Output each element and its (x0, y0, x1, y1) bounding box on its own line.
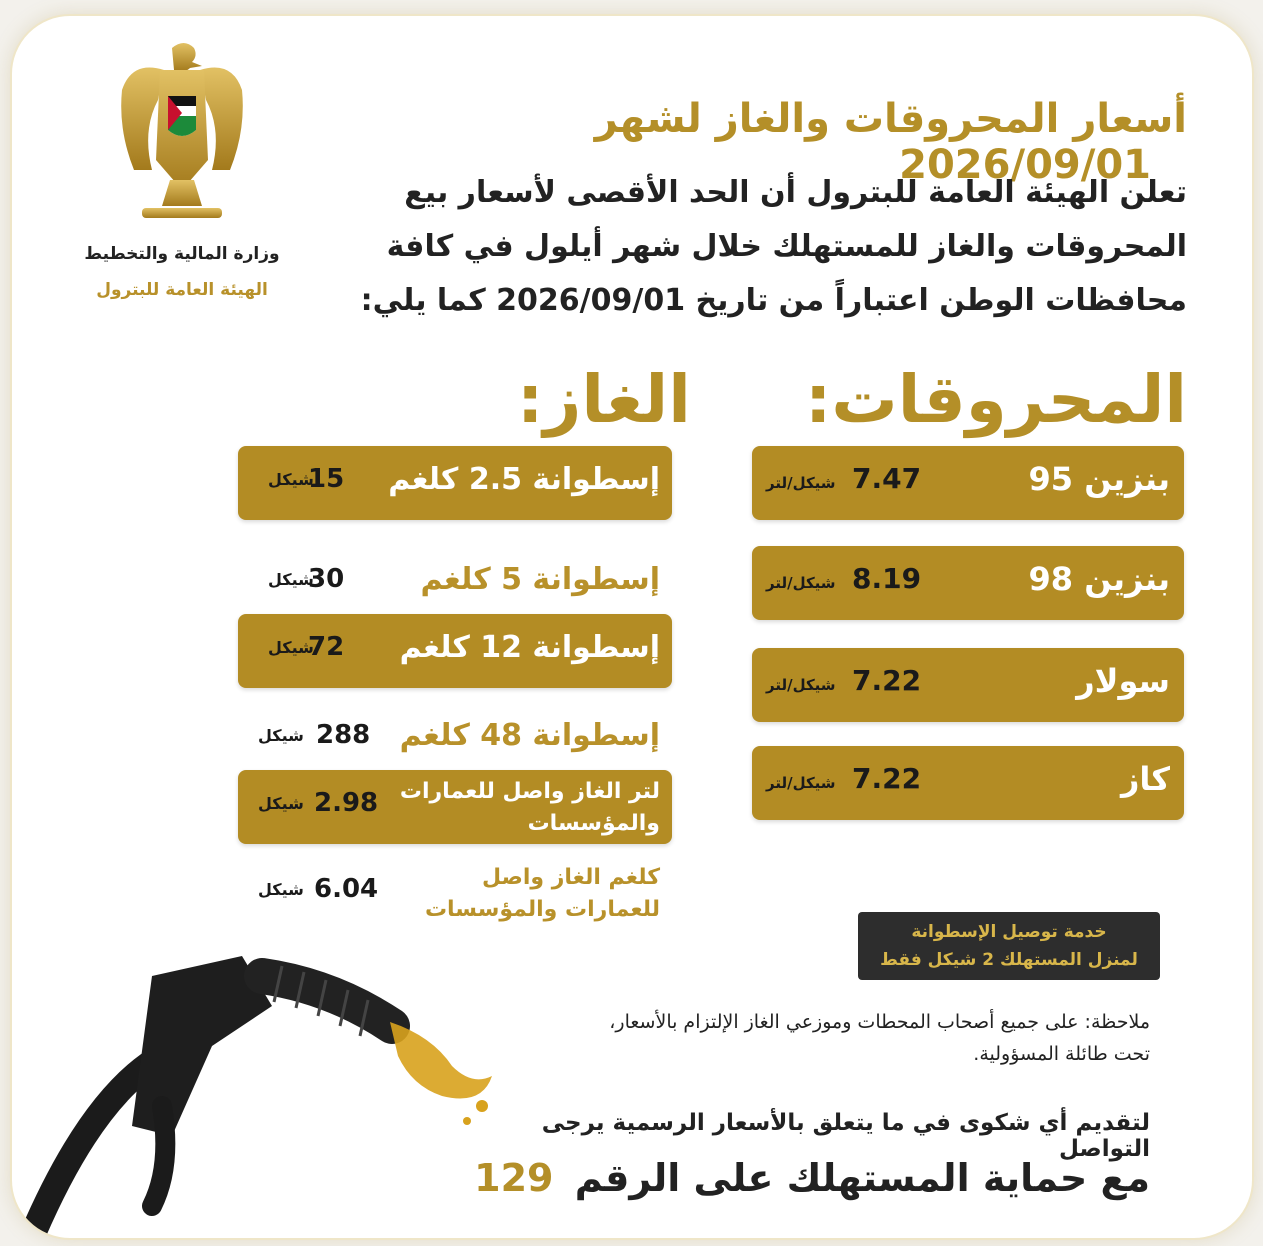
palestine-eagle-emblem-icon (112, 30, 252, 230)
gas-row (238, 702, 672, 776)
gas-name: إسطوانة 5 كلغم (420, 562, 660, 597)
fuel-name: كاز (1120, 760, 1170, 798)
delivery-line-2: لمنزل المستهلك 2 شيكل فقط (880, 950, 1138, 970)
gas-price: 30 (308, 564, 345, 594)
gas-price: 15 (308, 464, 345, 494)
price-announcement-card (10, 14, 1254, 1240)
gas-row (238, 770, 672, 844)
fuel-unit: شيكل/لتر (766, 574, 836, 592)
note-line-1: ملاحظة: على جميع أصحاب المحطات وموزعي الغاز الإلتزام بالأسعار، (609, 1011, 1150, 1033)
fuel-price: 8.19 (852, 562, 922, 595)
fuel-heading: المحروقات: (804, 361, 1187, 438)
consumer-protection-text: مع حماية المستهلك على الرقم (574, 1156, 1150, 1200)
fuel-name: بنزين 95 (1028, 460, 1170, 498)
fuel-price: 7.22 (852, 664, 922, 697)
fuel-unit: شيكل/لتر (766, 474, 836, 492)
fuel-name: سولار (1076, 662, 1170, 700)
note-line-2: تحت طائلة المسؤولية. (973, 1043, 1150, 1065)
gas-price: 6.04 (314, 874, 379, 904)
fuel-row (752, 648, 1184, 722)
gas-price: 288 (316, 720, 371, 750)
authority-name: الهيئة العامة للبترول (96, 280, 268, 300)
gas-name: لتر الغاز واصل للعمارات والمؤسسات (399, 779, 660, 836)
fuel-row (752, 546, 1184, 620)
gas-row (238, 614, 672, 688)
fuel-row (752, 746, 1184, 820)
fuel-price: 7.22 (852, 762, 922, 795)
gas-name: كلغم الغاز واصل للعمارات والمؤسسات (424, 865, 660, 922)
gas-name: إسطوانة 12 كلغم (399, 630, 660, 665)
delivery-notice (858, 912, 1160, 980)
gas-unit: شيكل (268, 470, 314, 489)
gas-unit: شيكل (268, 638, 314, 657)
note-text (450, 1006, 1150, 1070)
gas-unit: شيكل (268, 570, 314, 589)
title-text: أسعار المحروقات والغاز لشهر (594, 96, 1187, 142)
gas-unit: شيكل (258, 880, 304, 899)
gas-unit: شيكل (258, 794, 304, 813)
delivery-line-1: خدمة توصيل الإسطوانة (911, 922, 1107, 942)
gas-row (238, 856, 672, 930)
fuel-row (752, 446, 1184, 520)
fuel-unit: شيكل/لتر (766, 774, 836, 792)
complaint-text: لتقديم أي شكوى في ما يتعلق بالأسعار الرسمية يرجى التواصل (541, 1110, 1150, 1162)
fuel-nozzle-icon (12, 936, 532, 1240)
ministry-name: وزارة المالية والتخطيط (84, 244, 280, 264)
fuel-unit: شيكل/لتر (766, 676, 836, 694)
fuel-price: 7.47 (852, 462, 922, 495)
hotline-number: 129 (474, 1156, 554, 1200)
gas-name: إسطوانة 2.5 كلغم (388, 462, 660, 497)
fuel-name: بنزين 98 (1028, 560, 1170, 598)
intro-paragraph: تعلن الهيئة العامة للبترول أن الحد الأقصى لأسعار بيع المحروقات والغاز للمستهلك خلال شهر أيلول في كافة محافظات الوطن اعتباراً من تاريخ 2026/09/01 كما يلي: (360, 175, 1187, 318)
gas-heading: الغاز: (517, 361, 691, 438)
gas-row (238, 446, 672, 520)
gas-price: 2.98 (314, 788, 379, 818)
gas-unit: شيكل (258, 726, 304, 745)
gas-name: إسطوانة 48 كلغم (399, 718, 660, 753)
gas-price: 72 (308, 632, 345, 662)
gas-row (238, 546, 672, 620)
title-date: 2026/09/01 (899, 142, 1151, 188)
